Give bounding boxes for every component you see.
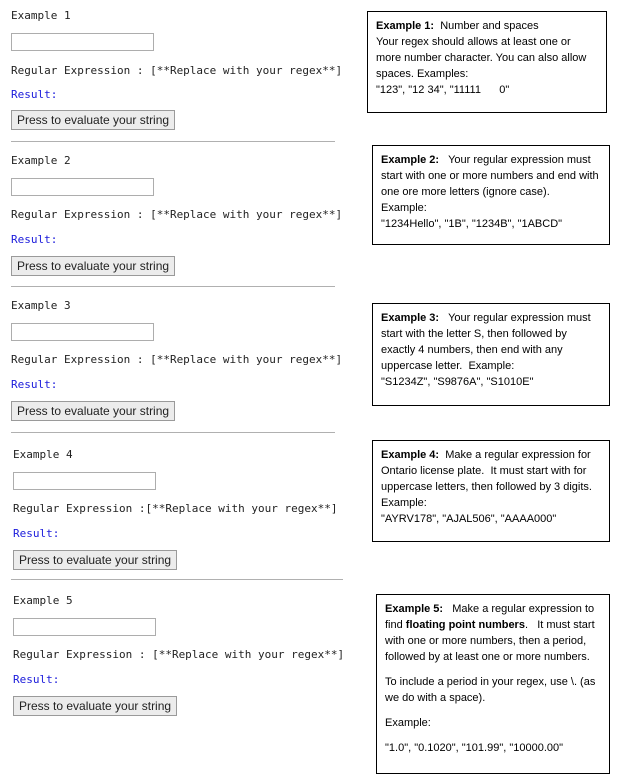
example-5-input[interactable] [13, 618, 156, 636]
example-4-note [372, 440, 610, 542]
example-5-result: Result: [13, 673, 60, 686]
example-1-note-body: Your regex should allows at least one or more number character. You can also allow spaces. Examples: [376, 36, 587, 80]
example-3-regex-label: Regular Expression : [**Replace with your regex**] [11, 353, 343, 366]
example-3-result: Result: [11, 378, 58, 391]
example-1-result: Result: [11, 88, 58, 101]
example-5-note-example-label: Example: [385, 717, 431, 729]
example-4-title: Example 4 [13, 448, 73, 461]
example-4-input[interactable] [13, 472, 156, 490]
divider [11, 141, 335, 142]
example-5-note-heading: Example 5: [385, 603, 444, 615]
example-3-note-examples: "S1234Z", "S9876A", "S1010E" [381, 376, 534, 388]
example-4-result: Result: [13, 527, 60, 540]
example-5-note-tip: To include a period in your regex, use \. (as we do with a space). [385, 676, 596, 704]
example-5-regex-label: Regular Expression : [**Replace with your regex**] [13, 648, 345, 661]
example-5-note-heading-bold: floating point numbers [405, 619, 525, 631]
example-3-evaluate-button[interactable]: Press to evaluate your string [11, 401, 175, 421]
example-1-note-heading: Example 1: [376, 20, 435, 32]
example-1-title: Example 1 [11, 9, 71, 22]
example-2-input[interactable] [11, 178, 154, 196]
example-2-evaluate-button[interactable]: Press to evaluate your string [11, 256, 175, 276]
example-1-input[interactable] [11, 33, 154, 51]
example-2-note [372, 145, 610, 245]
example-4-note-heading: Example 4: [381, 449, 440, 461]
example-2-regex-label: Regular Expression : [**Replace with your regex**] [11, 208, 343, 221]
example-4-regex-label: Regular Expression :[**Replace with your regex**] [13, 502, 338, 515]
example-4-note-examples: "AYRV178", "AJAL506", "AAAA000" [381, 513, 557, 525]
example-2-result: Result: [11, 233, 58, 246]
example-3-title: Example 3 [11, 299, 71, 312]
divider [11, 286, 335, 287]
example-1-regex-label: Regular Expression : [**Replace with your regex**] [11, 64, 343, 77]
example-1-evaluate-button[interactable]: Press to evaluate your string [11, 110, 175, 130]
example-1-note-examples: "123", "12 34", "11111 0" [376, 84, 510, 96]
divider [11, 579, 343, 580]
example-5-note-heading-rest-b: . It must start with one or more numbers, then a period, followed by at least one or more numbers. [385, 619, 598, 663]
example-4-note-heading-rest: Make a regular expression for Ontario license plate. It must start with for uppercase letters, then followed by 3 digits. Example: [381, 449, 602, 509]
example-5-evaluate-button[interactable]: Press to evaluate your string [13, 696, 177, 716]
example-5-title: Example 5 [13, 594, 73, 607]
example-2-note-examples: "1234Hello", "1B", "1234B", "1ABCD" [381, 218, 563, 230]
example-5-note-heading-rest-a: Make a regular expression to find [385, 603, 598, 631]
example-2-note-heading: Example 2: [381, 154, 440, 166]
example-5-note [376, 594, 610, 774]
example-2-note-body: Example: [381, 202, 427, 214]
example-1-note-heading-rest: Number and spaces [434, 20, 539, 32]
example-3-note-heading: Example 3: [381, 312, 440, 324]
divider [11, 432, 335, 433]
example-5-note-examples: "1.0", "0.1020", "101.99", "10000.00" [385, 742, 564, 754]
example-3-note [372, 303, 610, 406]
example-2-note-heading-rest: Your regular expression must start with one or more numbers and end with one ore more letters (ignore case). [381, 154, 602, 198]
example-3-input[interactable] [11, 323, 154, 341]
example-2-title: Example 2 [11, 154, 71, 167]
example-1-note [367, 11, 607, 113]
example-4-evaluate-button[interactable]: Press to evaluate your string [13, 550, 177, 570]
example-3-note-heading-rest: Your regular expression must start with the letter S, then followed by exactly 4 numbers, then end with any uppercase letter. Example: [381, 312, 594, 372]
